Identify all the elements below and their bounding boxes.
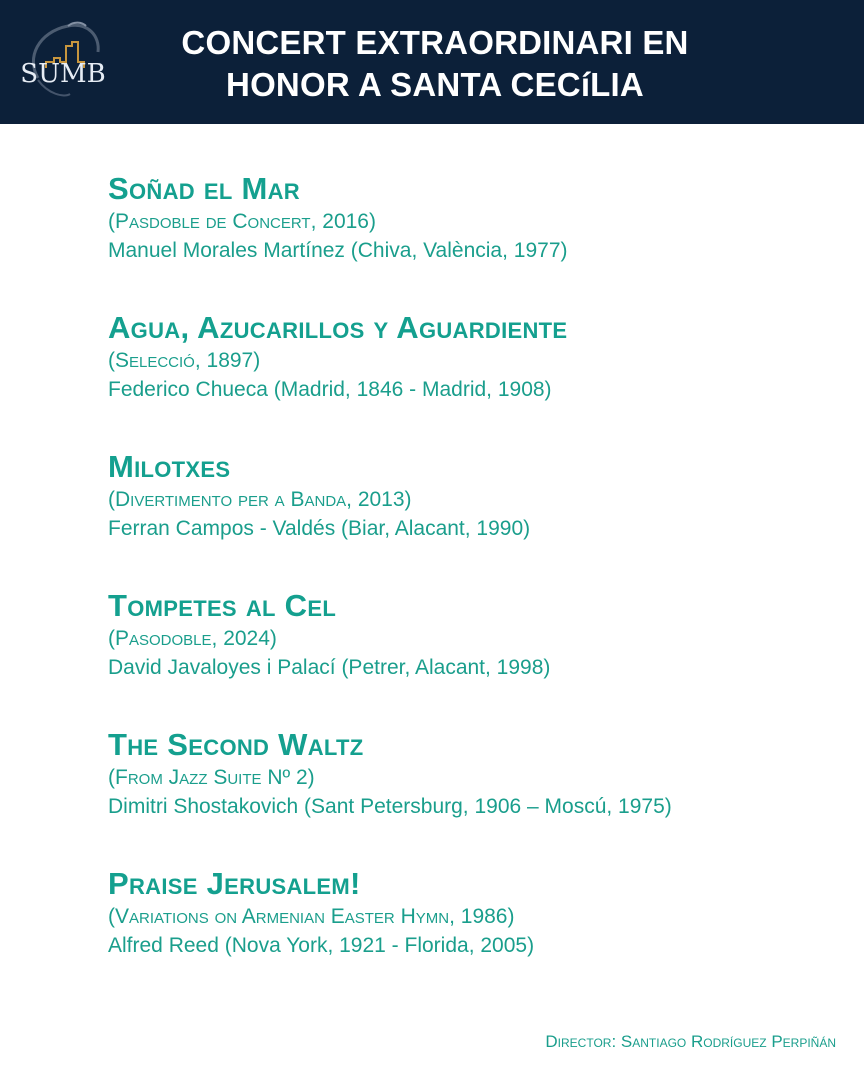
director-credit: Director: Santiago Rodríguez Perpiñán [545, 1032, 836, 1051]
sumb-logo [8, 18, 118, 100]
piece-title: Soñad el Mar [108, 171, 300, 206]
concert-program [108, 170, 848, 1004]
header-banner [0, 0, 864, 124]
program-piece [108, 448, 848, 587]
piece-subtitle: (Selecció, 1897) [108, 349, 261, 372]
piece-subtitle: (Pasdoble de Concert, 2016) [108, 210, 376, 233]
piece-composer: Ferran Campos - Valdés (Biar, Alacant, 1990) [108, 517, 531, 540]
piece-title: Milotxes [108, 449, 231, 484]
title-line-2: HONOR A SANTA CECíLIA [226, 66, 644, 103]
piece-composer: Dimitri Shostakovich (Sant Petersburg, 1906 – Moscú, 1975) [108, 795, 672, 818]
piece-composer: Federico Chueca (Madrid, 1846 - Madrid, 1908) [108, 378, 552, 401]
piece-title: Tompetes al Cel [108, 588, 337, 623]
svg-text:SUMB: SUMB [20, 59, 106, 89]
page-title [130, 22, 740, 106]
program-piece [108, 170, 848, 309]
logo-emblem-icon [8, 18, 118, 100]
program-piece [108, 726, 848, 865]
program-piece [108, 309, 848, 448]
piece-subtitle: (Divertimento per a Banda, 2013) [108, 488, 412, 511]
piece-composer: David Javaloyes i Palací (Petrer, Alacant, 1998) [108, 656, 551, 679]
piece-composer: Manuel Morales Martínez (Chiva, València, 1977) [108, 239, 568, 262]
program-piece [108, 587, 848, 726]
title-line-1: CONCERT EXTRAORDINARI EN [181, 24, 689, 61]
piece-composer: Alfred Reed (Nova York, 1921 - Florida, 2005) [108, 934, 535, 957]
piece-title: Praise Jerusalem! [108, 866, 361, 901]
piece-subtitle: (Pasodoble, 2024) [108, 627, 277, 650]
piece-title: Agua, Azucarillos y Aguardiente [108, 310, 568, 345]
piece-subtitle: (From Jazz Suite Nº 2) [108, 766, 315, 789]
piece-subtitle: (Variations on Armenian Easter Hymn, 1986) [108, 905, 515, 928]
program-piece [108, 865, 848, 1004]
piece-title: The Second Waltz [108, 727, 364, 762]
